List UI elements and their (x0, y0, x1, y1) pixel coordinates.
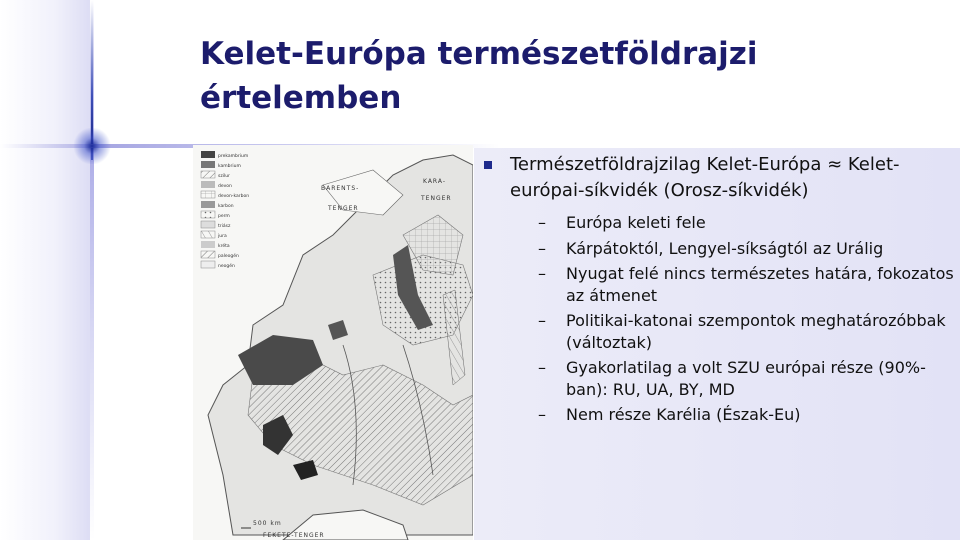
content-list (484, 152, 956, 430)
legend-label: devon (218, 184, 232, 189)
decorative-cross-glow (72, 128, 112, 164)
sub-bullet (510, 212, 956, 234)
geology-map-drawing (193, 145, 473, 540)
dash-bullet-icon: – (538, 238, 546, 258)
dash-bullet-icon: – (538, 358, 546, 377)
sub-bullet (510, 238, 956, 260)
legend-label: kréta (218, 244, 230, 249)
main-bullet-text: Természetföldrajzilag Kelet-Európa ≈ Kelet-európai-síkvidék (Orosz-síkvidék) (510, 154, 900, 201)
dash-bullet-icon: – (538, 213, 546, 232)
sub-bullet (510, 357, 956, 400)
legend-label: szilur (218, 174, 230, 179)
geology-map-image (193, 145, 473, 540)
background-left-gradient (0, 0, 92, 540)
legend-label: prekambrium (218, 154, 249, 159)
legend-label: neogén (218, 264, 235, 269)
sub-bullet (510, 404, 956, 426)
legend-label: perm (218, 214, 230, 219)
map-label-tenger: TENGER (421, 195, 452, 202)
sub-bullet-text: Politikai-katonai szempontok meghatározóbbak (változtak) (566, 311, 946, 352)
legend-label: kambrium (218, 164, 241, 169)
sub-bullet-text: Nyugat felé nincs természetes határa, fokozatos az átmenet (566, 264, 954, 305)
map-label-kara: KARA- (423, 178, 446, 185)
sub-bullet-text: Kárpátoktól, Lengyel-síkságtól az Urálig (566, 238, 884, 258)
sub-bullet (510, 263, 956, 306)
sub-bullet-text: Európa keleti fele (566, 213, 706, 232)
map-legend-labels (217, 153, 249, 269)
legend-label: devon-karbon (218, 194, 250, 199)
sub-bullet-list (510, 212, 956, 426)
map-scale-label: 500 km (253, 520, 282, 527)
dash-bullet-icon: – (538, 405, 546, 424)
legend-label: paleogén (218, 254, 239, 259)
main-bullet (484, 152, 956, 426)
map-label-barents: BARENTS- (321, 185, 360, 192)
legend-label: karbon (218, 204, 234, 209)
map-legend (201, 151, 215, 268)
dash-bullet-icon: – (538, 264, 546, 283)
sub-bullet-text: Gyakorlatilag a volt SZU európai része (90%-ban): RU, UA, BY, MD (566, 358, 926, 399)
legend-label: triász (218, 224, 231, 229)
map-label-tenger: TENGER (328, 205, 359, 212)
slide-title: Kelet-Európa természetföldrajzi értelemben (200, 36, 758, 116)
sub-bullet (510, 310, 956, 353)
sub-bullet-text: Nem része Karélia (Észak-Eu) (566, 405, 801, 424)
square-bullet-icon (484, 161, 492, 169)
dash-bullet-icon: – (538, 311, 546, 330)
map-label-black-sea: FEKETE-TENGER (263, 532, 325, 539)
legend-label: jura (218, 234, 227, 239)
